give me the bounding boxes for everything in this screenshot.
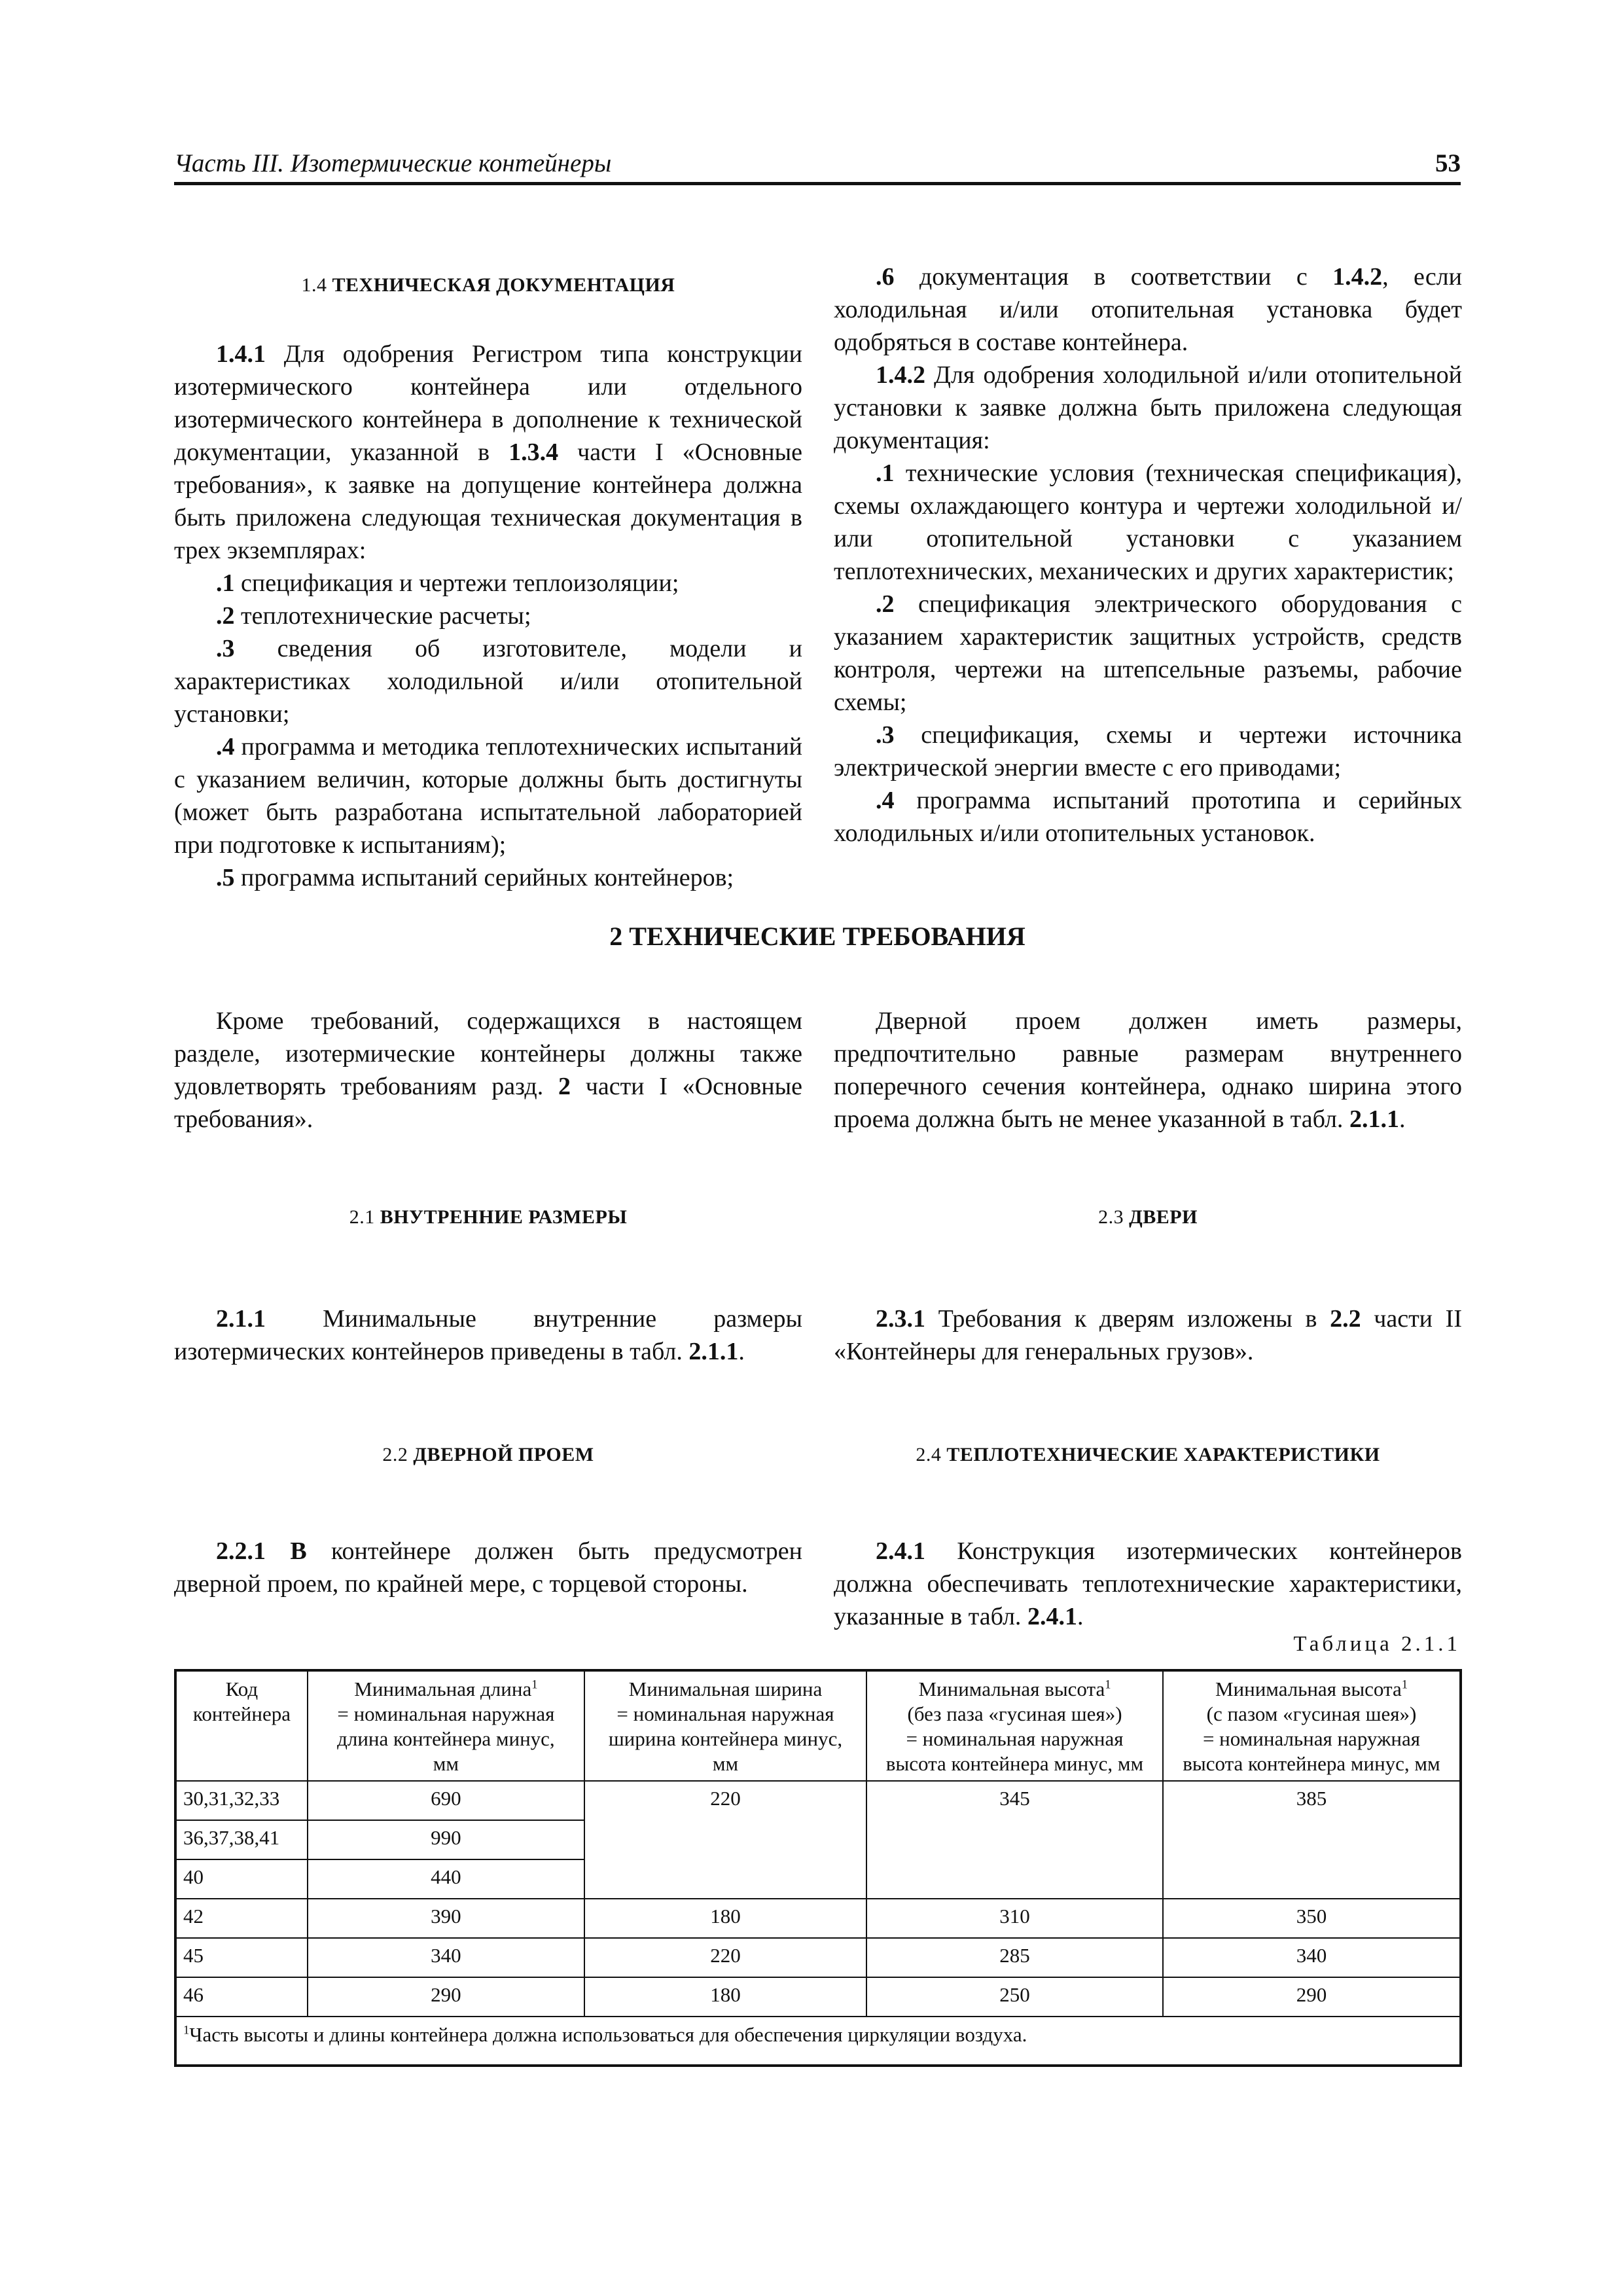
right-column-sec14: [834, 260, 1462, 850]
table-cell: 45: [175, 1938, 308, 1977]
table-cell: 345: [866, 1781, 1163, 1899]
list-item: .1 спецификация и чертежи теплоизоляции;: [216, 569, 679, 597]
section-heading-2-1: 2.1 ВНУТРЕННИЕ РАЗМЕРЫ: [349, 1206, 628, 1228]
running-header: [174, 145, 1461, 185]
table-cell: 30,31,32,33: [175, 1781, 308, 1820]
table-cell: 290: [308, 1977, 584, 2017]
table-cell: 440: [308, 1859, 584, 1899]
table-cell: 390: [308, 1899, 584, 1938]
section-heading-2-3: 2.3 ДВЕРИ: [1098, 1206, 1198, 1228]
table-cell: 180: [584, 1977, 866, 2017]
chapter-2-intro-right: [834, 1005, 1462, 1136]
table-caption: Таблица 2.1.1: [1293, 1632, 1461, 1656]
table-row: [175, 1938, 1461, 1977]
table-cell: 340: [1163, 1938, 1461, 1977]
table-header-cell: Минимальная высота$^1$ (без паза «гусиная шея») = номинальная наружная высота контейнера минус, мм: [866, 1670, 1163, 1781]
page-number: 53: [1435, 149, 1461, 177]
table-cell: 690: [308, 1781, 584, 1820]
table-cell: 290: [1163, 1977, 1461, 2017]
table-header-cell: Минимальная ширина = номинальная наружная ширина контейнера минус, мм: [584, 1670, 866, 1781]
paragraph-1-4-1: 1.4.1 Для одобрения Регистром типа конструкции изотермического контейнера или отдельного изотермического контейнера в дополнение к технической документации, указанной в 1.3.4 части I «Основные требования», к заявке на допущение контейнера должна быть приложена следующая техническая документация в трех экземплярах:: [174, 340, 803, 564]
list-item: .1 технические условия (техническая спецификация), схемы охлаждающего контура и чертежи холодильной и/или отопительной установки с указанием теплотехнических, механических и других характеристик;: [834, 459, 1462, 585]
table-row: [175, 1977, 1461, 2017]
table-cell: 990: [308, 1820, 584, 1859]
table-cell: 46: [175, 1977, 308, 2017]
running-header-title: Часть III. Изотермические контейнеры: [174, 149, 612, 177]
chapter-heading-2: 2 ТЕХНИЧЕСКИЕ ТРЕБОВАНИЯ: [609, 922, 1026, 951]
list-item: .6 документация в соответствии с 1.4.2, если холодильная и/или отопительная установка будет одобряться в составе контейнера.: [834, 263, 1462, 356]
list-item: .5 программа испытаний серийных контейнеров;: [216, 864, 734, 891]
paragraph-2-1-1: 2.1.1 Минимальные внутренние размеры изотермических контейнеров приведены в табл. 2.1.1.: [174, 1305, 802, 1365]
list-item: .2 теплотехнические расчеты;: [216, 602, 531, 630]
table-cell: 36,37,38,41: [175, 1820, 308, 1859]
table-cell: 220: [584, 1781, 866, 1899]
door-opening-paragraph: Дверной проем должен иметь размеры, предпочтительно равные размерам внутреннего поперечного сечения контейнера, однако ширина этого проема должна быть не менее указанной в табл. 2.1.1.: [834, 1007, 1462, 1133]
list-item: .4 программа испытаний прототипа и серийных холодильных и/или отопительных установок.: [834, 787, 1462, 847]
table-row: [175, 1781, 1461, 1820]
table-cell: 180: [584, 1899, 866, 1938]
table-cell: 285: [866, 1938, 1163, 1977]
list-item: .2 спецификация электрического оборудования с указанием характеристик защитных устройств, средств контроля, чертежи на штепсельные разъемы, рабочие схемы;: [834, 590, 1462, 716]
table-header-row: [175, 1670, 1461, 1781]
table-cell: 385: [1163, 1781, 1461, 1899]
table-cell: 220: [584, 1938, 866, 1977]
section-2-3: [834, 1206, 1462, 1368]
section-heading-2-2: 2.2 ДВЕРНОЙ ПРОЕМ: [382, 1444, 594, 1465]
chapter-2-intro-left: [174, 1005, 802, 1136]
left-column-sec14: [174, 260, 802, 894]
list-item: .3 спецификация, схемы и чертежи источника электрической энергии вместе с его приводами;: [834, 721, 1462, 781]
paragraph-2-3-1: 2.3.1 Требования к дверям изложены в 2.2 части II «Контейнеры для генеральных грузов».: [834, 1305, 1462, 1365]
section-heading-2-4: 2.4 ТЕПЛОТЕХНИЧЕСКИЕ ХАРАКТЕРИСТИКИ: [916, 1444, 1380, 1465]
paragraph-1-4-2: 1.4.2 Для одобрения холодильной и/или отопительной установки к заявке должна быть приложена следующая документация:: [834, 361, 1462, 454]
chapter-2-intro-paragraph: Кроме требований, содержащихся в настоящем разделе, изотермические контейнеры должны также удовлетворять требованиям разд. 2 части I «Основные требования».: [174, 1007, 803, 1133]
table-header-cell: Код контейнера: [175, 1670, 308, 1781]
table-row: [175, 1899, 1461, 1938]
list-item: .3 сведения об изготовителе, модели и характеристиках холодильной и/или отопительной установки;: [174, 635, 802, 728]
list-item: .4 программа и методика теплотехнических испытаний с указанием величин, которые должны быть достигнуты (может быть разработана испытательной лабораторией при подготовке к испытаниям);: [174, 733, 802, 859]
table-cell: 310: [866, 1899, 1163, 1938]
section-2-4: [834, 1443, 1462, 1633]
paragraph-2-4-1: 2.4.1 Конструкция изотермических контейнеров должна обеспечивать теплотехнические характеристики, указанные в табл. 2.4.1.: [834, 1537, 1462, 1630]
table-cell: 340: [308, 1938, 584, 1977]
section-heading-1-4: 1.4 ТЕХНИЧЕСКАЯ ДОКУМЕНТАЦИЯ: [301, 274, 675, 296]
table-footnote-row: [175, 2017, 1461, 2066]
table-cell: 350: [1163, 1899, 1461, 1938]
section-2-2: [174, 1443, 802, 1600]
table-cell: 40: [175, 1859, 308, 1899]
table-cell: 250: [866, 1977, 1163, 2017]
table-2-1-1: [174, 1669, 1462, 2067]
section-2-1: [174, 1206, 802, 1368]
table-header-cell: Минимальная высота$^1$ (с пазом «гусиная шея») = номинальная наружная высота контейнера минус, мм: [1163, 1670, 1461, 1781]
table-header-cell: Минимальная длина$^1$ = номинальная наружная длина контейнера минус, мм: [308, 1670, 584, 1781]
table-cell: 42: [175, 1899, 308, 1938]
paragraph-2-2-1: 2.2.1 В контейнере должен быть предусмотрен дверной проем, по крайней мере, с торцевой стороны.: [174, 1537, 802, 1598]
table-footnote: $^1$Часть высоты и длины контейнера должна использоваться для обеспечения циркуляции воздуха.: [175, 2017, 1461, 2066]
